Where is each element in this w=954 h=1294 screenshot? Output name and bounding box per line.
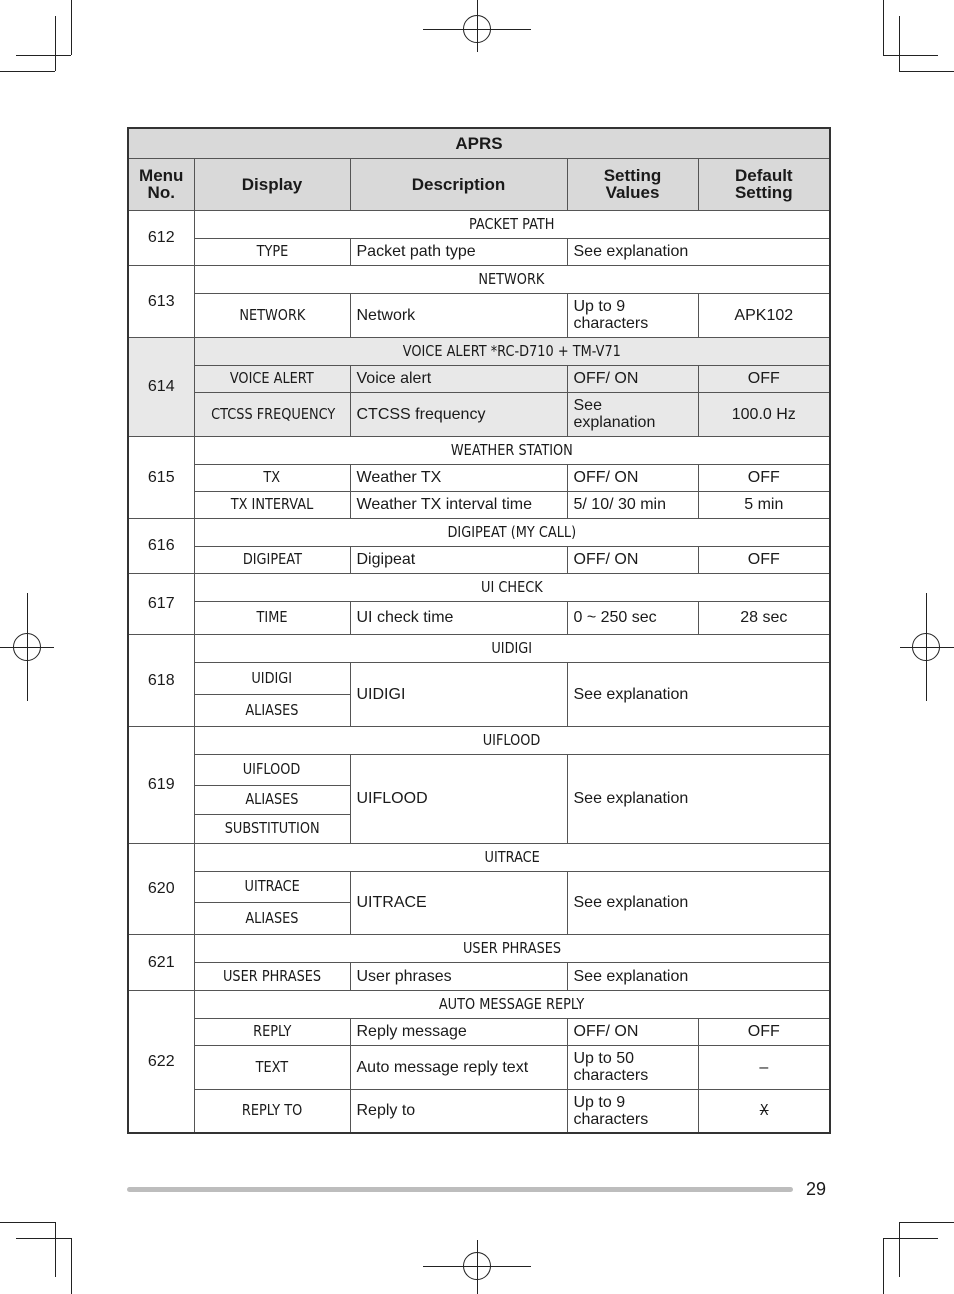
menu-number: 617 (128, 573, 194, 634)
setting-cell: See explanation (567, 662, 830, 726)
crop-mark (55, 16, 56, 71)
page-number: 29 (806, 1179, 827, 1199)
display-cell: REPLY (194, 1018, 350, 1045)
crop-mark (55, 1222, 56, 1277)
display-cell: DIGIPEAT (194, 546, 350, 573)
description-cell: Reply message (350, 1018, 567, 1045)
description-cell: CTCSS frequency (350, 392, 567, 436)
description-cell: Voice alert (350, 365, 567, 392)
footer-rule (127, 1187, 793, 1192)
crop-mark (883, 0, 884, 55)
setting-cell: OFF/ ON (567, 365, 698, 392)
section-title: UITRACE (194, 843, 830, 871)
description-cell: User phrases (350, 962, 567, 990)
default-cell: X (698, 1089, 830, 1133)
setting-cell: Up to 9 characters (567, 1089, 698, 1133)
display-cell: TX INTERVAL (194, 491, 350, 518)
default-cell: 5 min (698, 491, 830, 518)
setting-cell: See explanation (567, 238, 830, 265)
header-default-setting: Default Setting (698, 158, 830, 210)
crop-mark (71, 0, 72, 55)
section-title: UI CHECK (194, 573, 830, 601)
default-cell: OFF (698, 464, 830, 491)
registration-mark-circle (13, 633, 41, 661)
display-cell: CTCSS FREQUENCY (194, 392, 350, 436)
display-cell: TIME (194, 601, 350, 634)
setting-cell: Up to 9 characters (567, 293, 698, 337)
setting-cell: See explanation (567, 392, 698, 436)
crop-mark (883, 1238, 938, 1239)
display-cell: NETWORK (194, 293, 350, 337)
display-cell: TYPE (194, 238, 350, 265)
display-cell: ALIASES (194, 785, 350, 814)
default-cell: APK102 (698, 293, 830, 337)
display-cell: SUBSTITUTION (194, 814, 350, 843)
aprs-menu-table (127, 127, 831, 1134)
section-title: UIDIGI (194, 634, 830, 662)
section-title: VOICE ALERT *RC-D710 + TM-V71 (194, 337, 830, 365)
menu-number: 619 (128, 726, 194, 843)
section-title: AUTO MESSAGE REPLY (194, 990, 830, 1018)
display-cell: UITRACE (194, 871, 350, 902)
header-menu-no: Menu No. (128, 158, 194, 210)
display-cell: ALIASES (194, 694, 350, 726)
display-cell: ALIASES (194, 902, 350, 934)
description-cell: UIFLOOD (350, 754, 567, 843)
crop-mark (899, 1222, 900, 1277)
menu-number: 622 (128, 990, 194, 1133)
setting-cell: OFF/ ON (567, 464, 698, 491)
header-display: Display (194, 158, 350, 210)
default-cell: 28 sec (698, 601, 830, 634)
display-cell: TX (194, 464, 350, 491)
display-cell: REPLY TO (194, 1089, 350, 1133)
description-cell: Packet path type (350, 238, 567, 265)
description-cell: UITRACE (350, 871, 567, 934)
description-cell: UI check time (350, 601, 567, 634)
menu-number: 620 (128, 843, 194, 934)
description-cell: Network (350, 293, 567, 337)
menu-number: 615 (128, 436, 194, 518)
section-title: UIFLOOD (194, 726, 830, 754)
crop-mark (16, 55, 71, 56)
display-cell: UIDIGI (194, 662, 350, 694)
header-description: Description (350, 158, 567, 210)
table-title: APRS (128, 128, 830, 158)
description-cell: Weather TX interval time (350, 491, 567, 518)
description-cell: Auto message reply text (350, 1045, 567, 1089)
registration-mark-circle (463, 15, 491, 43)
crop-mark (0, 71, 55, 72)
section-title: PACKET PATH (194, 210, 830, 238)
section-title: DIGIPEAT (MY CALL) (194, 518, 830, 546)
setting-cell: See explanation (567, 962, 830, 990)
setting-cell: OFF/ ON (567, 546, 698, 573)
crop-mark (883, 1238, 884, 1294)
description-cell: Digipeat (350, 546, 567, 573)
menu-number: 613 (128, 265, 194, 337)
crop-mark (899, 16, 900, 71)
crop-mark (16, 1238, 71, 1239)
display-cell: TEXT (194, 1045, 350, 1089)
setting-cell: 0 ~ 250 sec (567, 601, 698, 634)
description-cell: Reply to (350, 1089, 567, 1133)
crop-mark (0, 1222, 55, 1223)
menu-number: 612 (128, 210, 194, 265)
crop-mark (883, 55, 938, 56)
section-title: NETWORK (194, 265, 830, 293)
setting-cell: 5/ 10/ 30 min (567, 491, 698, 518)
menu-number: 614 (128, 337, 194, 436)
crop-mark (899, 1222, 954, 1223)
section-title: WEATHER STATION (194, 436, 830, 464)
crop-mark (71, 1238, 72, 1294)
setting-cell: OFF/ ON (567, 1018, 698, 1045)
default-cell: – (698, 1045, 830, 1089)
setting-cell: See explanation (567, 871, 830, 934)
menu-number: 618 (128, 634, 194, 726)
description-cell: Weather TX (350, 464, 567, 491)
section-title: USER PHRASES (194, 934, 830, 962)
default-cell: OFF (698, 365, 830, 392)
description-cell: UIDIGI (350, 662, 567, 726)
default-cell: OFF (698, 546, 830, 573)
registration-mark-circle (912, 633, 940, 661)
header-setting-values: Setting Values (567, 158, 698, 210)
display-cell: USER PHRASES (194, 962, 350, 990)
registration-mark-circle (463, 1252, 491, 1280)
setting-cell: Up to 50 characters (567, 1045, 698, 1089)
default-cell: 100.0 Hz (698, 392, 830, 436)
menu-number: 621 (128, 934, 194, 990)
setting-cell: See explanation (567, 754, 830, 843)
crop-mark (899, 71, 954, 72)
display-cell: VOICE ALERT (194, 365, 350, 392)
menu-number: 616 (128, 518, 194, 573)
default-cell: OFF (698, 1018, 830, 1045)
display-cell: UIFLOOD (194, 754, 350, 785)
